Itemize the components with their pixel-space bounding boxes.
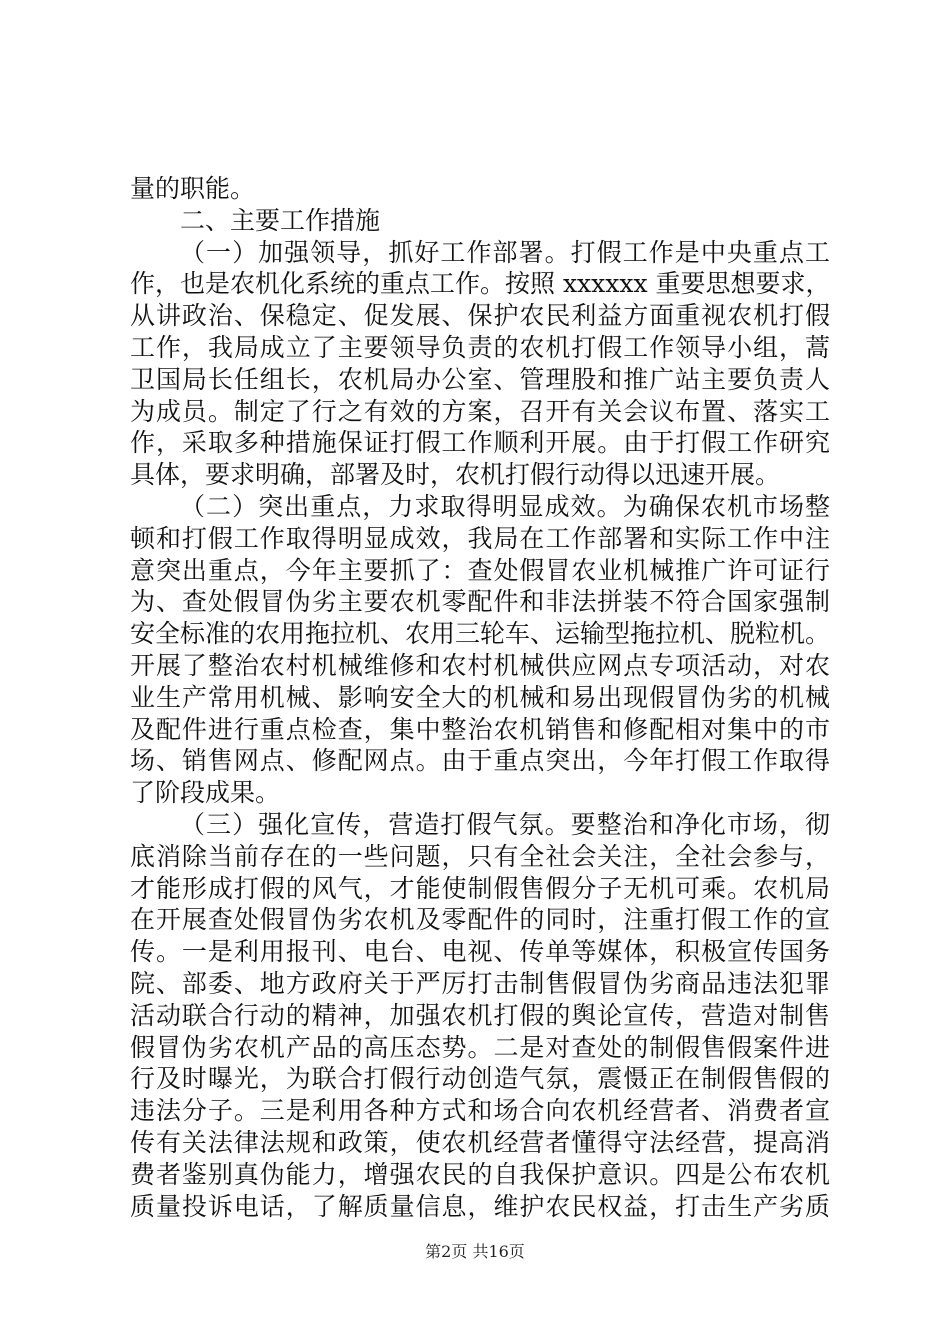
- body-text: [130, 173, 830, 1222]
- paragraph-line: 才能形成打假的风气，才能使制假售假分子无机可乘。农机局: [130, 873, 830, 903]
- paragraph-line: 安全标准的农用拖拉机、农用三轮车、运输型拖拉机、脱粒机。: [130, 619, 831, 649]
- paragraph-line: 了阶段成果。: [130, 778, 281, 808]
- paragraph-line: 作，也是农机化系统的重点工作。按照 xxxxxx 重要思想要求，: [130, 269, 831, 299]
- paragraph-line: 卫国局长任组长，农机局办公室、管理股和推广站主要负责人: [130, 364, 830, 394]
- paragraph-line: 活动联合行动的精神，加强农机打假的舆论宣传，营造对制售: [130, 1000, 830, 1030]
- paragraph-line: 工作，我局成立了主要领导负责的农机打假工作领导小组，蒿: [130, 332, 830, 362]
- paragraph-line: 具体，要求明确，部署及时，农机打假行动得以迅速开展。: [130, 460, 781, 490]
- paragraph-line: （二）突出重点，力求取得明显成效。为确保农机市场整: [180, 491, 830, 521]
- paragraph-line: 质量投诉电话，了解质量信息，维护农民权益，打击生产劣质: [130, 1191, 830, 1221]
- section-heading: 二、主要工作措施: [180, 205, 381, 235]
- paragraph-line: 为、查处假冒伪劣主要农机零配件和非法拼装不符合国家强制: [130, 587, 830, 617]
- paragraph-line: 传。一是利用报刊、电台、电视、传单等媒体，积极宣传国务: [130, 937, 830, 967]
- paragraph-line: 传有关法律法规和政策，使农机经营者懂得守法经营，提高消: [130, 1127, 830, 1157]
- paragraph-line: 院、部委、地方政府关于严厉打击制售假冒伪劣商品违法犯罪: [130, 968, 830, 998]
- paragraph-line: 违法分子。三是利用各种方式和场合向农机经营者、消费者宣: [130, 1096, 830, 1126]
- paragraph-line: 顿和打假工作取得明显成效，我局在工作部署和实际工作中注: [130, 523, 830, 553]
- paragraph-line: 意突出重点，今年主要抓了：查处假冒农业机械推广许可证行: [130, 555, 830, 585]
- paragraph-line: 费者鉴别真伪能力，增强农民的自我保护意识。四是公布农机: [130, 1159, 830, 1189]
- page-number-footer: 第2页 共16页: [425, 1242, 525, 1261]
- text-line: 量的职能。: [130, 174, 256, 203]
- paragraph-line: 在开展查处假冒伪劣农机及零配件的同时，注重打假工作的宣: [130, 905, 830, 935]
- paragraph-line: 业生产常用机械、影响安全大的机械和易出现假冒伪劣的机械: [130, 682, 830, 712]
- paragraph-line: 开展了整治农村机械维修和农村机械供应网点专项活动，对农: [130, 650, 830, 680]
- paragraph-line: 为成员。制定了行之有效的方案，召开有关会议布置、落实工: [130, 396, 830, 426]
- paragraph-line: 场、销售网点、修配网点。由于重点突出，今年打假工作取得: [130, 746, 830, 776]
- paragraph-line: 底消除当前存在的一些问题，只有全社会关注，全社会参与，: [130, 841, 830, 871]
- paragraph-line: 作，采取多种措施保证打假工作顺利开展。由于打假工作研究: [130, 428, 830, 458]
- paragraph-line: （一）加强领导，抓好工作部署。打假工作是中央重点工: [180, 237, 830, 267]
- paragraph-line: 假冒伪劣农机产品的高压态势。二是对查处的制假售假案件进: [130, 1032, 830, 1062]
- paragraph-line: 及配件进行重点检查，集中整治农机销售和修配相对集中的市: [130, 714, 830, 744]
- paragraph-line: 从讲政治、保稳定、促发展、保护农民利益方面重视农机打假: [130, 301, 830, 331]
- paragraph-line: （三）强化宣传，营造打假气氛。要整治和净化市场，彻: [180, 809, 830, 839]
- paragraph-line: 行及时曝光，为联合打假行动创造气氛，震慑正在制假售假的: [130, 1064, 830, 1094]
